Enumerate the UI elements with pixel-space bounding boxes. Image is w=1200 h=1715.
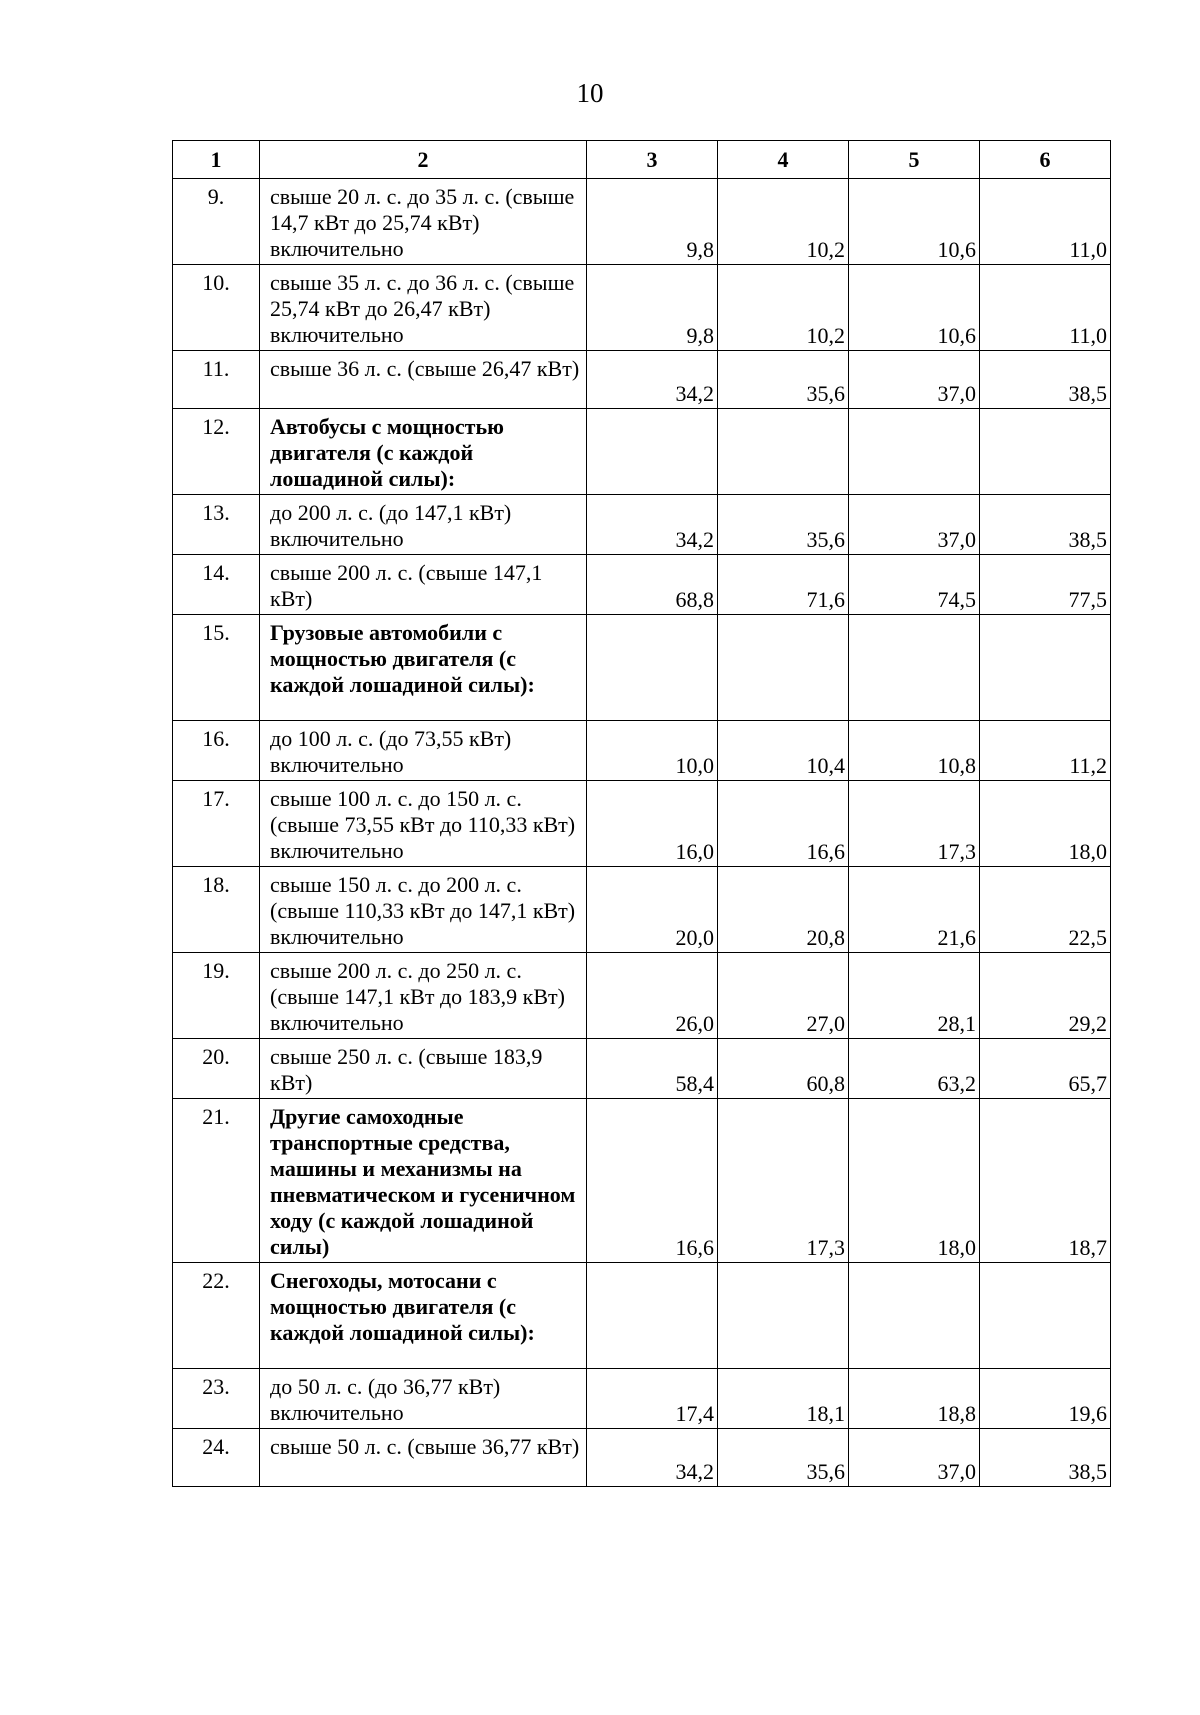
row-description: свыше 35 л. с. до 36 л. с. (свыше 25,74 кВт до 26,47 кВт) включительно	[260, 265, 587, 351]
row-description: до 50 л. с. (до 36,77 кВт) включительно	[260, 1369, 587, 1429]
row-number: 13.	[173, 495, 260, 555]
row-description: свыше 20 л. с. до 35 л. с. (свыше 14,7 кВт до 25,74 кВт) включительно	[260, 179, 587, 265]
rate-value-col-3: 34,2	[587, 351, 718, 409]
header-row	[173, 141, 1111, 179]
rate-value-col-6: 22,5	[980, 867, 1111, 953]
rate-value-col-4: 17,3	[718, 1099, 849, 1263]
rate-value-col-3: 34,2	[587, 495, 718, 555]
row-description: свыше 100 л. с. до 150 л. с. (свыше 73,55 кВт до 110,33 кВт) включительно	[260, 781, 587, 867]
rate-value-col-3: 16,6	[587, 1099, 718, 1263]
row-number: 17.	[173, 781, 260, 867]
row-description: Грузовые автомобили с мощностью двигателя (с каждой лошадиной силы):	[260, 615, 587, 721]
rate-value-col-5: 37,0	[849, 1429, 980, 1487]
row-description: свыше 200 л. с. до 250 л. с. (свыше 147,1 кВт до 183,9 кВт) включительно	[260, 953, 587, 1039]
rate-value-col-3: 9,8	[587, 179, 718, 265]
table-row	[173, 265, 1111, 351]
header-cell: 1	[173, 141, 260, 179]
header-cell: 5	[849, 141, 980, 179]
table-row	[173, 1039, 1111, 1099]
row-number: 11.	[173, 351, 260, 409]
rate-value-col-4: 18,1	[718, 1369, 849, 1429]
rate-value-col-5	[849, 409, 980, 495]
row-description: до 100 л. с. (до 73,55 кВт) включительно	[260, 721, 587, 781]
row-description: до 200 л. с. (до 147,1 кВт) включительно	[260, 495, 587, 555]
rate-value-col-6: 38,5	[980, 1429, 1111, 1487]
table-row	[173, 721, 1111, 781]
table-row	[173, 867, 1111, 953]
rate-value-col-6: 11,0	[980, 265, 1111, 351]
row-description: свыше 200 л. с. (свыше 147,1 кВт)	[260, 555, 587, 615]
rate-value-col-5: 18,0	[849, 1099, 980, 1263]
rate-value-col-6: 18,7	[980, 1099, 1111, 1263]
rate-value-col-4: 35,6	[718, 351, 849, 409]
rate-value-col-6: 65,7	[980, 1039, 1111, 1099]
rate-value-col-3: 10,0	[587, 721, 718, 781]
rate-value-col-6	[980, 409, 1111, 495]
row-number: 12.	[173, 409, 260, 495]
rate-value-col-4: 16,6	[718, 781, 849, 867]
row-description: свыше 36 л. с. (свыше 26,47 кВт)	[260, 351, 587, 409]
rate-value-col-6: 19,6	[980, 1369, 1111, 1429]
rate-value-col-5: 17,3	[849, 781, 980, 867]
rate-value-col-5: 74,5	[849, 555, 980, 615]
header-cell: 4	[718, 141, 849, 179]
rate-value-col-6	[980, 1263, 1111, 1369]
table-row	[173, 1369, 1111, 1429]
rate-value-col-5: 37,0	[849, 351, 980, 409]
rate-value-col-5: 10,6	[849, 265, 980, 351]
row-description: Снегоходы, мотосани с мощностью двигателя (с каждой лошадиной силы):	[260, 1263, 587, 1369]
row-number: 21.	[173, 1099, 260, 1263]
rate-value-col-3: 17,4	[587, 1369, 718, 1429]
rate-value-col-6: 18,0	[980, 781, 1111, 867]
rate-value-col-3: 34,2	[587, 1429, 718, 1487]
rate-value-col-4	[718, 1263, 849, 1369]
rate-value-col-4: 71,6	[718, 555, 849, 615]
rate-value-col-3: 26,0	[587, 953, 718, 1039]
header-cell: 3	[587, 141, 718, 179]
rate-value-col-6: 38,5	[980, 351, 1111, 409]
row-number: 10.	[173, 265, 260, 351]
table-row	[173, 1429, 1111, 1487]
table-row	[173, 555, 1111, 615]
rate-value-col-6	[980, 615, 1111, 721]
tax-rates-table	[172, 140, 1111, 1487]
row-number: 20.	[173, 1039, 260, 1099]
table-row	[173, 953, 1111, 1039]
rate-value-col-4: 10,2	[718, 265, 849, 351]
rate-value-col-3: 16,0	[587, 781, 718, 867]
row-number: 14.	[173, 555, 260, 615]
table-body	[173, 179, 1111, 1487]
row-description: Другие самоходные транспортные средства, машины и механизмы на пневматическом и гусеничном ходу (с каждой лошадиной силы)	[260, 1099, 587, 1263]
table-row	[173, 1263, 1111, 1369]
rate-value-col-3: 58,4	[587, 1039, 718, 1099]
rate-value-col-4: 27,0	[718, 953, 849, 1039]
rate-value-col-4: 35,6	[718, 1429, 849, 1487]
rate-value-col-5: 63,2	[849, 1039, 980, 1099]
row-description: свыше 150 л. с. до 200 л. с. (свыше 110,33 кВт до 147,1 кВт) включительно	[260, 867, 587, 953]
table-row	[173, 179, 1111, 265]
rate-value-col-6: 11,2	[980, 721, 1111, 781]
row-number: 24.	[173, 1429, 260, 1487]
table-row	[173, 495, 1111, 555]
rate-value-col-5: 37,0	[849, 495, 980, 555]
rate-value-col-5: 10,8	[849, 721, 980, 781]
page-number: 10	[576, 78, 604, 108]
table-row	[173, 1099, 1111, 1263]
rate-value-col-5: 21,6	[849, 867, 980, 953]
rate-value-col-5: 28,1	[849, 953, 980, 1039]
rate-value-col-6: 29,2	[980, 953, 1111, 1039]
table-row	[173, 409, 1111, 495]
row-number: 16.	[173, 721, 260, 781]
rate-value-col-3	[587, 1263, 718, 1369]
table-row	[173, 781, 1111, 867]
row-number: 15.	[173, 615, 260, 721]
rate-value-col-3: 20,0	[587, 867, 718, 953]
rate-value-col-4: 10,4	[718, 721, 849, 781]
header-cell: 2	[260, 141, 587, 179]
rate-value-col-4	[718, 409, 849, 495]
rate-value-col-6: 11,0	[980, 179, 1111, 265]
rate-value-col-5: 18,8	[849, 1369, 980, 1429]
row-number: 22.	[173, 1263, 260, 1369]
rate-value-col-5: 10,6	[849, 179, 980, 265]
row-number: 9.	[173, 179, 260, 265]
rate-value-col-6: 38,5	[980, 495, 1111, 555]
rate-value-col-4: 10,2	[718, 179, 849, 265]
rate-value-col-5	[849, 615, 980, 721]
rate-value-col-3	[587, 615, 718, 721]
rate-value-col-3	[587, 409, 718, 495]
rate-value-col-5	[849, 1263, 980, 1369]
rate-value-col-3: 68,8	[587, 555, 718, 615]
row-description: Автобусы с мощностью двигателя (с каждой лошадиной силы):	[260, 409, 587, 495]
rate-value-col-4	[718, 615, 849, 721]
rate-value-col-4: 60,8	[718, 1039, 849, 1099]
table-row	[173, 615, 1111, 721]
rate-value-col-4: 20,8	[718, 867, 849, 953]
row-description: свыше 250 л. с. (свыше 183,9 кВт)	[260, 1039, 587, 1099]
header-cell: 6	[980, 141, 1111, 179]
table-header	[173, 141, 1111, 179]
table-row	[173, 351, 1111, 409]
row-number: 18.	[173, 867, 260, 953]
row-number: 23.	[173, 1369, 260, 1429]
rate-value-col-4: 35,6	[718, 495, 849, 555]
rate-value-col-3: 9,8	[587, 265, 718, 351]
row-description: свыше 50 л. с. (свыше 36,77 кВт)	[260, 1429, 587, 1487]
rate-value-col-6: 77,5	[980, 555, 1111, 615]
row-number: 19.	[173, 953, 260, 1039]
